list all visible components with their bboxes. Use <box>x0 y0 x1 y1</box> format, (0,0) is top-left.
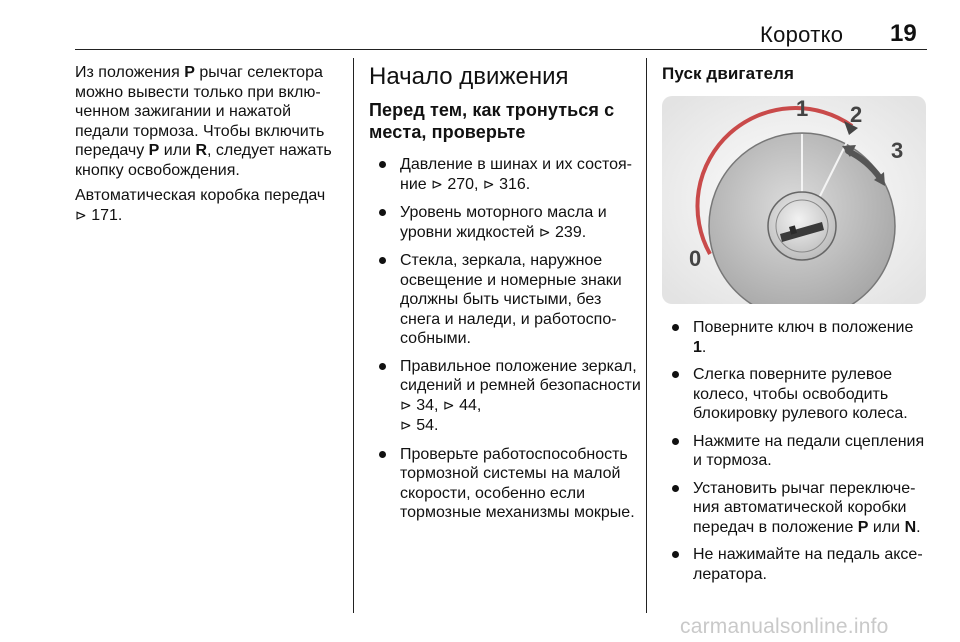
ignition-switch-illustration <box>662 96 926 304</box>
page-ref-icon: ⊳ <box>400 397 412 414</box>
header-rule <box>75 49 927 50</box>
page-ref-icon: ⊳ <box>482 176 495 193</box>
paragraph-automatic-gearbox: Автоматическая коробка передач ⊳ 171. <box>75 187 326 224</box>
page-ref-icon: ⊳ <box>538 224 551 241</box>
lock-cylinder <box>768 192 836 260</box>
page-ref-icon: ⊳ <box>75 207 87 224</box>
column-2 <box>369 63 641 531</box>
page-ref-link[interactable]: 44, <box>459 396 482 414</box>
page-ref-link[interactable]: 171. <box>91 206 123 224</box>
page-ref-link[interactable]: 316. <box>499 175 531 193</box>
position-label-3: 3 <box>891 138 904 163</box>
list-item: Давление в шинах и их состояние ⊳ 270, ⊳ 316. <box>369 155 641 195</box>
position-label-2: 2 <box>850 102 863 127</box>
check-list <box>369 155 641 523</box>
list-item: Проверьте работоспособность тормозной системы на малой скорости, особенно если тормозные механизмы мокрые. <box>369 445 641 523</box>
position-label-1: 1 <box>796 96 809 121</box>
list-item: Уровень моторного масла и уровни жидкостей ⊳ 239. <box>369 203 641 243</box>
engine-start-steps <box>662 318 930 584</box>
column-1 <box>75 63 347 232</box>
page-ref-link[interactable]: 54. <box>416 417 439 434</box>
list-item: Установить рычаг переключения автоматической коробки передач в положение P или N. <box>662 479 930 538</box>
section-title-start-driving: Начало движения <box>369 63 569 90</box>
paragraph-selector-lever: Из положения P рычаг селектора можно вывести только при включенном зажигании и нажатой педали тормоза. Чтобы включить передачу P или R, следует нажать кнопку освобождения. <box>75 64 332 179</box>
list-item: Поверните ключ в положение 1. <box>662 318 930 357</box>
page-ref-icon: ⊳ <box>400 418 412 434</box>
page-ref-icon: ⊳ <box>442 397 455 414</box>
column-3-steps <box>662 318 930 592</box>
page-ref-icon: ⊳ <box>431 176 443 193</box>
page-header-title: Коротко <box>760 22 844 47</box>
list-item: Не нажимайте на педаль акселератора. <box>662 545 930 584</box>
column-divider-2 <box>646 58 647 613</box>
section-title-engine-start: Пуск двигателя <box>662 64 795 83</box>
list-item: Стекла, зеркала, наружное освещение и номерные знаки должны быть чистыми, без снега и наледи, и работоспособными. <box>369 251 641 349</box>
list-item: Правильное положение зеркал, сидений и ремней безопасности ⊳ 34, ⊳ 44, ⊳ 54. <box>369 357 641 437</box>
list-item: Нажмите на педали сцепления и тормоза. <box>662 432 930 471</box>
page-number: 19 <box>890 20 917 47</box>
list-item: Слегка поверните рулевое колесо, чтобы освободить блокировку рулевого колеса. <box>662 365 930 424</box>
column-divider-1 <box>353 58 354 613</box>
watermark: carmanualsonline.info <box>680 615 889 638</box>
column-3 <box>662 63 930 95</box>
position-label-0: 0 <box>689 246 702 271</box>
page-ref-link[interactable]: 34, <box>416 396 443 414</box>
page-ref-link[interactable]: 239. <box>555 223 587 241</box>
page-ref-link[interactable]: 270, <box>447 175 483 193</box>
subsection-title-check: Перед тем, как тронуться с места, проверьте <box>369 100 615 142</box>
